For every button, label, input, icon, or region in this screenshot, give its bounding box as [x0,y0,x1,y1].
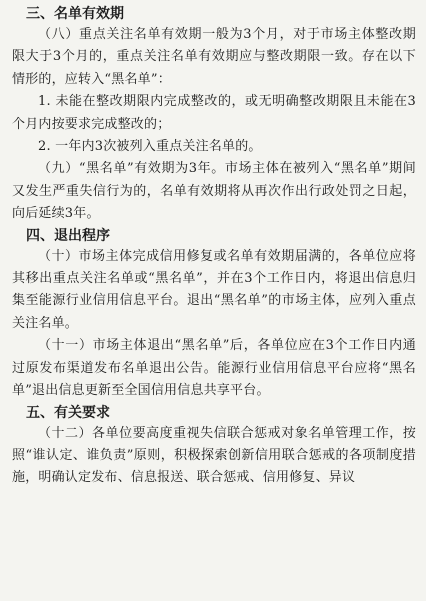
section-heading-exit: 四、退出程序 [26,227,110,244]
paragraph-10: （十）市场主体完成信用修复或名单有效期届满的，各单位应将其移出重点关注名单或“黑名单”，并在3个工作日内，将退出信息归集至能源行业信用信息平台。退出“黑名单”的市场主体，应列入重点关注名单。 [12,248,416,331]
paragraph-12: （十二）各单位要高度重视失信联合惩戒对象名单管理工作，按照“谁认定、谁负责”原则，积极探索创新信用联合惩戒的各项制度措施，明确认定发布、信息报送、联合惩戒、信用修复、异议 [12,425,416,486]
paragraph-8: （八）重点关注名单有效期一般为3个月，对于市场主体整改期限大于3个月的，重点关注名单有效期应与整改期限一致。存在以下情形的，应转入“黑名单”： [12,27,416,87]
list-item-1: 1. 未能在整改期限内完成整改的，或无明确整改期限且未能在3个月内按要求完成整改的； [12,94,416,132]
section-heading-validity: 三、名单有效期 [26,6,124,22]
paragraph-11: （十一）市场主体退出“黑名单”后，各单位应在3个工作日内通过原发布渠道发布名单退出公告。能源行业信用信息平台应将“黑名单”退出信息更新至全国信用信息共享平台。 [12,338,416,399]
section-heading-requirements: 五、有关要求 [26,404,110,421]
list-item-2: 2. 一年内3次被列入重点关注名单的。 [38,139,262,155]
paragraph-9: （九）“黑名单”有效期为3年。市场主体在被列入“黑名单”期间又发生严重失信行为的，名单有效期将从再次作出行政处罚之日起，向后延续3年。 [12,161,416,222]
